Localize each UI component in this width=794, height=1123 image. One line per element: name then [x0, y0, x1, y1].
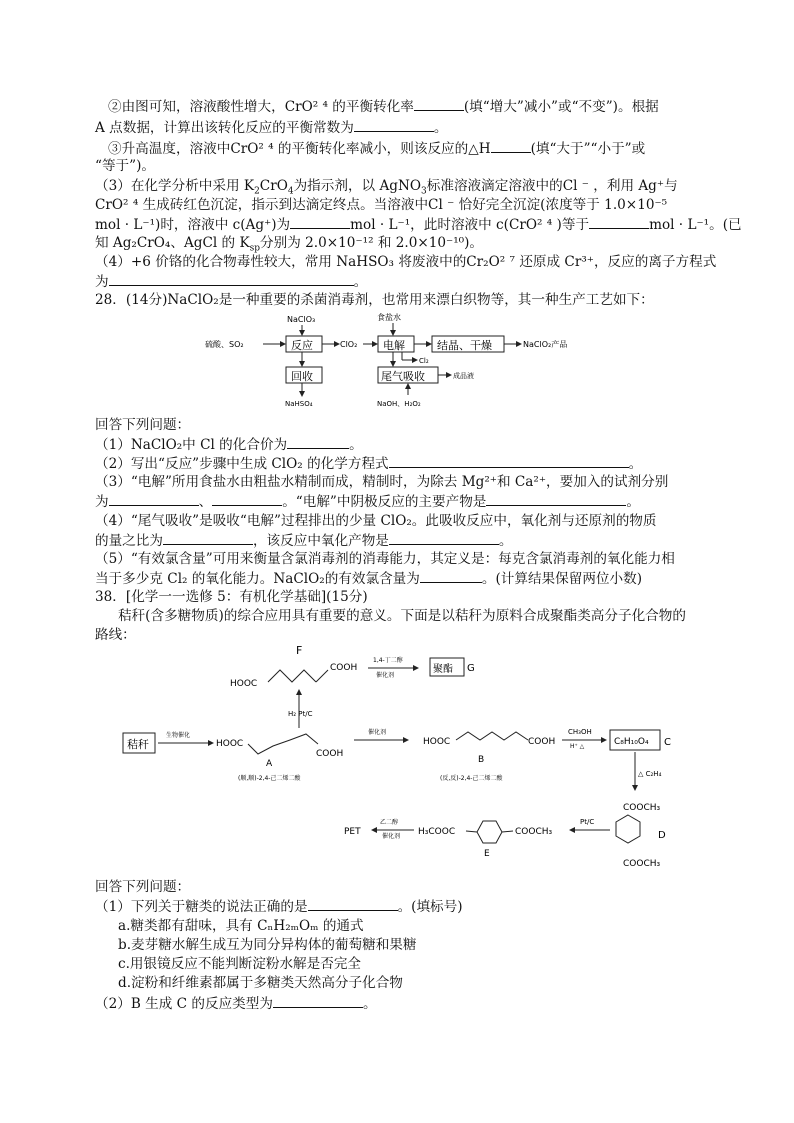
option-c: c.用银镜反应不能判断淀粉水解是否完全: [118, 956, 362, 972]
text-line: ③升高温度，溶液中CrO² ⁴ 的平衡转化率减小，则该反应的△H (填“大于”“小于”或: [108, 141, 646, 157]
compound-e-label: E: [484, 849, 490, 859]
answer-blank[interactable]: [589, 215, 649, 229]
a-hooc-label: HOOC: [216, 739, 244, 749]
text-line: 回答下列问题：: [95, 879, 191, 895]
text-line: （4）+6 价铬的化合物毒性较大，常用 NaHSO₃ 将废液中的Cr₂O² ⁷ 还原成 Cr³⁺，反应的离子方程式: [95, 254, 717, 270]
compound-g-label: G: [467, 663, 475, 674]
option-b: b.麦芽糖水解生成互为同分异构体的葡萄糖和果糖: [118, 937, 417, 953]
catalyst-label: 催化剂: [376, 672, 395, 679]
text-line: mol · L⁻¹)时，溶液中 c(Ag⁺)为 mol · L⁻¹，此时溶液中 c(CrO² ⁴ )等于 mol · L⁻¹。(已: [95, 217, 742, 233]
answer-blank[interactable]: [486, 492, 626, 506]
answer-blank[interactable]: [308, 897, 398, 911]
text-line: ②由图可知，溶液酸性增大，CrO² ⁴ 的平衡转化率 (填“增大”减小”或“不变”)。根据: [108, 99, 659, 115]
text-line: “等于”)。: [95, 158, 155, 174]
c-formula-label: C₈H₁₀O₄: [614, 737, 649, 747]
text-line: 路线：: [95, 627, 136, 643]
text-line: （2）B 生成 C 的反应类型为 。: [95, 996, 377, 1012]
nahso4-label: NaHSO₄: [285, 400, 313, 408]
answer-blank[interactable]: [414, 97, 464, 111]
answer-blank[interactable]: [491, 139, 531, 153]
answer-blank[interactable]: [109, 272, 354, 286]
answer-blank[interactable]: [273, 994, 363, 1008]
ethylene-glycol-label: 乙二醇: [380, 819, 399, 826]
text-line: （3）在化学分析中采用 $K_2CrO_4$为指示剂，以 AgNO$_3$标准溶液滴定溶液中的Cl ⁻ ，利用 Ag⁺与: [95, 178, 678, 197]
a-name-label: (顺,顺)-2,4-己二烯二酸: [238, 775, 301, 782]
compound-c-label: C: [664, 737, 671, 748]
electrolysis-label: 电解: [383, 339, 405, 352]
question-38-heading: 38．[化学一一选修 5：有机化学基础](15分): [95, 589, 368, 605]
text-line: 为 、 。“电解”中阴极反应的主要产物是 。: [95, 494, 640, 510]
text-line: 知 Ag₂CrO₄、AgCl 的 $K_{sp}$分别为 2.0×10⁻¹² 和 2.0×10⁻¹⁰)。: [95, 235, 484, 254]
answer-blank[interactable]: [389, 454, 629, 468]
naoh-label: NaOH、H₂O₂: [377, 400, 421, 408]
a-cooh-label: COOH: [316, 749, 344, 759]
answer-blank[interactable]: [109, 492, 199, 506]
heat-ethylene-label: △ C₂H₄: [638, 770, 662, 778]
text-line: 当于多少克 Cl₂ 的氧化能力。NaClO₂的有效氯含量为 。(计算结果保留两位小数): [95, 571, 643, 587]
e-left-label: H₃COOC: [418, 827, 456, 837]
text-line: （1）下列关于糖类的说法正确的是 。(填标号): [95, 899, 463, 915]
text-line: 秸秆(含多糖物质)的综合应用具有重要的意义。下面是以秸秆为原料合成聚酯类高分子化合物的: [118, 608, 686, 624]
h2-ptc-label: H₂ Pt/C: [288, 710, 313, 718]
ptc-label: Pt/C: [580, 818, 595, 826]
salt-water-label: 食盐水: [377, 313, 401, 322]
d-cooch3-bottom-label: COOCH₃: [623, 859, 661, 869]
inputs-label: 硫酸、SO₂: [205, 340, 244, 349]
compound-d-label: D: [658, 830, 666, 841]
answer-blank[interactable]: [389, 531, 499, 545]
f-hooc-label: HOOC: [230, 679, 258, 689]
answer-blank[interactable]: [420, 569, 482, 583]
cl2-label: Cl₂: [419, 357, 429, 365]
recover-label: 回收: [291, 370, 313, 383]
answer-blank[interactable]: [290, 215, 350, 229]
b-name-label: (反,反)-2,4-己二烯二酸: [440, 775, 503, 782]
reaction-label: 反应: [291, 339, 313, 352]
question-28-heading: 28．(14分)NaClO₂是一种重要的杀菌消毒剂，也常用来漂白织物等，其一种生产工艺如下：: [95, 292, 654, 308]
tail-gas-label: 尾气吸收: [381, 370, 425, 383]
catalyst2-label: 催化剂: [368, 729, 387, 736]
f-cooh-label: COOH: [330, 663, 358, 673]
finished-liquid-label: 成品液: [453, 372, 474, 380]
product-label: NaClO₂产品: [523, 340, 568, 349]
acid-heat-label: H⁺ △: [570, 743, 585, 750]
answer-blank[interactable]: [163, 531, 253, 545]
pet-label: PET: [344, 827, 361, 837]
answer-blank[interactable]: [354, 118, 434, 132]
text-line: （1）NaClO₂中 Cl 的化合价为 。: [95, 437, 363, 453]
compound-b-label: B: [478, 755, 485, 765]
compound-a-label: A: [266, 759, 273, 769]
text-line: 的量之比为 ，该反应中氧化产物是 。: [95, 533, 513, 549]
text-line: 为 。: [95, 274, 368, 290]
crystallize-label: 结晶、干燥: [437, 339, 492, 352]
butanediol-label: 1,4-丁二醇: [373, 657, 403, 664]
option-d: d.淀粉和纤维素都属于多糖类天然高分子化合物: [118, 975, 403, 991]
b-cooh-label: COOH: [528, 737, 556, 747]
text-line: （2）写出“反应”步骤中生成 ClO₂ 的化学方程式 。: [95, 456, 643, 472]
text-line: CrO² ⁴ 生成砖红色沉淀，指示到达滴定终点。当溶液中Cl ⁻ 恰好完全沉淀(浓度等于 1.0×10⁻⁵: [95, 197, 668, 213]
text-line: （5）“有效氯含量”可用来衡量含氯消毒剂的消毒能力，其定义是：每克含氯消毒剂的氧化能力相: [95, 551, 675, 567]
text-line: 回答下列问题：: [95, 417, 191, 433]
text-line: A 点数据，计算出该转化反应的平衡常数为 。: [95, 120, 448, 136]
straw-label: 秸秆: [127, 738, 149, 751]
answer-blank[interactable]: [287, 435, 349, 449]
catalyst3-label: 催化剂: [382, 833, 401, 840]
answer-blank[interactable]: [212, 492, 282, 506]
e-right-label: COOCH₃: [515, 827, 553, 837]
process-flow-diagram: [205, 310, 605, 415]
polyester-label: 聚酯: [433, 664, 453, 675]
synthesis-route-diagram: [118, 640, 688, 870]
d-cooch3-top-label: COOCH₃: [623, 803, 661, 813]
biocatalysis-label: 生物催化: [166, 732, 191, 739]
methanol-label: CH₃OH: [568, 728, 592, 736]
compound-f-label: F: [296, 644, 303, 657]
option-a: a.糖类都有甜味，具有 CₙH₂ₘOₘ 的通式: [118, 918, 364, 934]
text-line: （4）“尾气吸收”是吸收“电解”过程排出的少量 ClO₂。此吸收反应中，氧化剂与还原剂的物质: [95, 513, 657, 529]
clo2-label: ClO₂: [340, 340, 358, 349]
b-hooc-label: HOOC: [423, 737, 451, 747]
naclo3-label: NaClO₃: [287, 315, 316, 324]
text-line: （3）“电解”所用食盐水由粗盐水精制而成，精制时，为除去 Mg²⁺和 Ca²⁺，要加入的试剂分别: [95, 474, 669, 490]
